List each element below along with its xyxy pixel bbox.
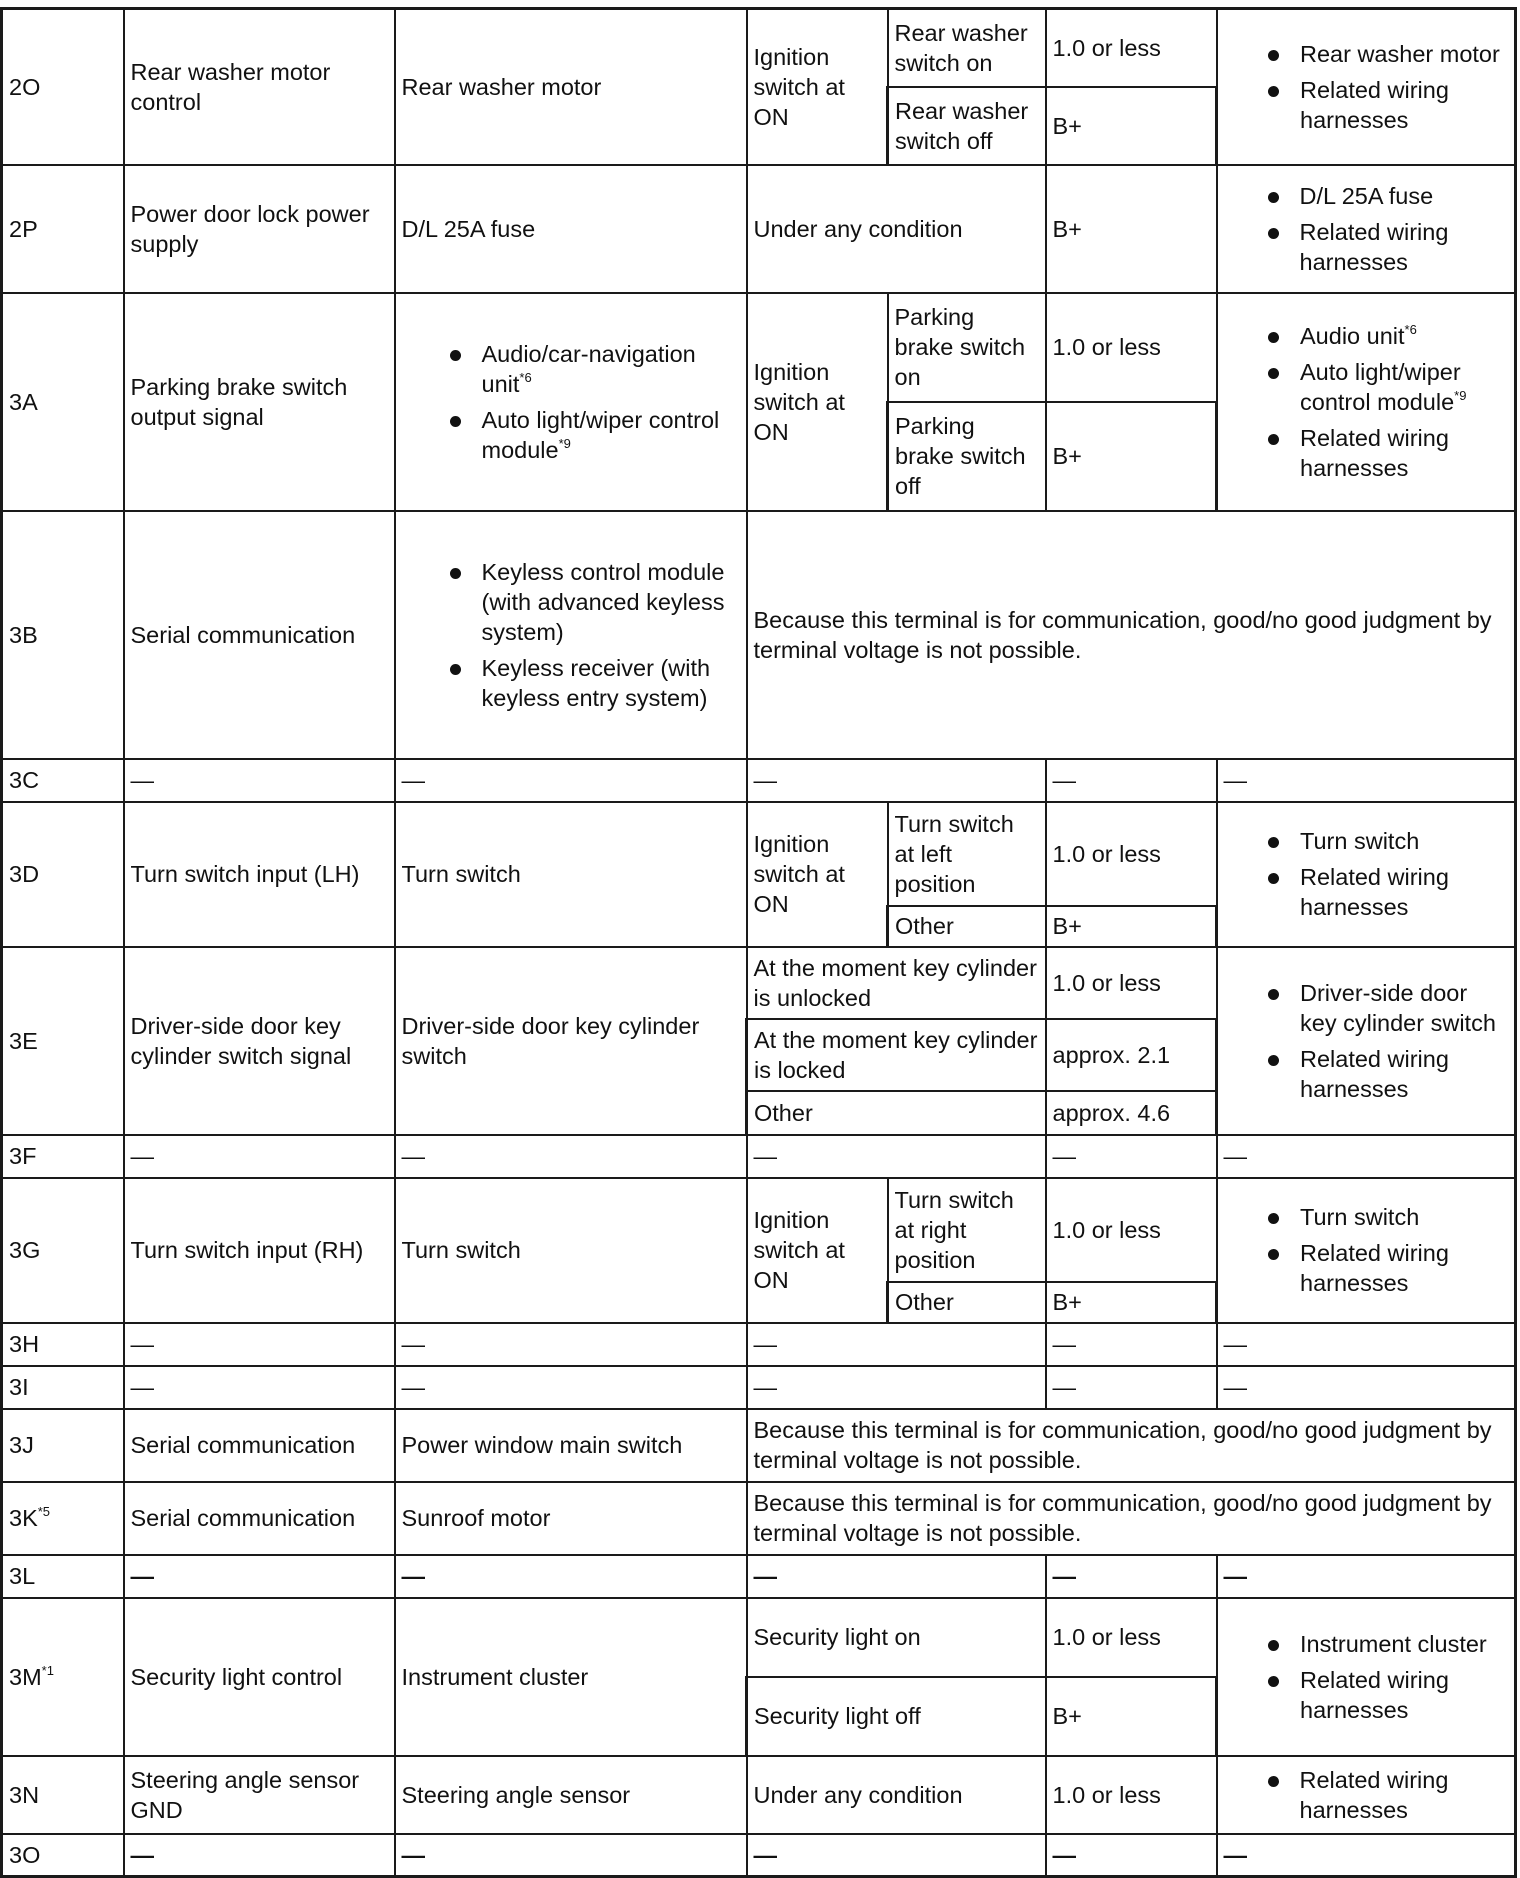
signal-cell: Serial communication [124,511,395,759]
reference-cell [1217,1178,1516,1323]
terminal-cell: 2P [2,165,124,293]
destination-cell: D/L 25A fuse [395,165,747,293]
table-row [2,165,1516,293]
voltage-cell: B+ [1046,906,1217,947]
reference-item: Instrument cluster [1224,1629,1508,1659]
destination-cell: Power window main switch [395,1409,747,1482]
reference-item: Turn switch [1224,1202,1508,1232]
dash-cell: — [1046,1834,1217,1877]
terminal-cell: 3B [2,511,124,759]
condition-cell: Under any condition [747,1756,1046,1834]
signal-cell: Turn switch input (LH) [124,802,395,947]
condition-cell: Security light on [747,1598,1046,1677]
destination-cell [395,293,747,511]
dash-cell: — [1046,1366,1217,1409]
condition-cell: Ignition switch at ON [747,1178,888,1323]
voltage-cell: 1.0 or less [1046,802,1217,906]
footnote-mark: *6 [1404,321,1417,337]
condition-cell: Ignition switch at ON [747,9,888,165]
sub-condition-cell: Other [888,1282,1046,1323]
destination-item: Auto light/wiper control module$^{*9}$ [402,405,740,465]
dash-cell: — [1217,1555,1516,1598]
table-row [2,293,1516,402]
dash-cell: — [1217,1366,1516,1409]
terminal-cell: 3H [2,1323,124,1366]
dash-cell: — [747,1366,1046,1409]
destination-cell: Instrument cluster [395,1598,747,1756]
dash-cell: — [1217,759,1516,802]
dash-cell: — [395,1135,747,1178]
reference-item: Related wiring harnesses [1224,1765,1509,1825]
reference-item: Related wiring harnesses [1224,217,1509,277]
destination-cell: Steering angle sensor [395,1756,747,1834]
destination-cell: Turn switch [395,802,747,947]
signal-cell: Driver-side door key cylinder switch signal [124,947,395,1135]
voltage-cell: 1.0 or less [1046,1178,1217,1282]
reference-item: Rear washer motor [1224,39,1508,69]
dash-cell: — [1217,1323,1516,1366]
voltage-cell: 1.0 or less [1046,9,1217,87]
voltage-cell: B+ [1046,87,1217,165]
table-row [2,1323,1516,1366]
condition-cell: Security light off [747,1677,1046,1756]
footnote-mark: *1 [41,1662,54,1678]
dash-cell: — [395,1555,747,1598]
table-row [2,1598,1516,1677]
table-row [2,1409,1516,1482]
terminal-cell: 3E [2,947,124,1135]
dash-cell: — [124,1135,395,1178]
reference-item: Related wiring harnesses [1224,1044,1508,1104]
table-row [2,511,1516,759]
terminal-cell: 3A [2,293,124,511]
voltage-cell: 1.0 or less [1046,947,1217,1019]
table-row [2,802,1516,906]
terminal-cell: $3M^{*1}$ [2,1598,124,1756]
sub-condition-cell: Other [888,906,1046,947]
terminal-cell: 3L [2,1555,124,1598]
reference-cell [1217,1756,1516,1834]
destination-item: Keyless receiver (with keyless entry system) [402,653,740,713]
footnote-mark: *5 [37,1504,51,1519]
table-row [2,947,1516,1019]
destination-cell: Rear washer motor [395,9,747,165]
sub-condition-cell: Parking brake switch on [888,293,1046,402]
signal-cell: Parking brake switch output signal [124,293,395,511]
dash-cell: — [747,1555,1046,1598]
table-row [2,9,1516,87]
condition-cell: At the moment key cylinder is unlocked [747,947,1046,1019]
table-row [2,1178,1516,1282]
terminal-cell: 3J [2,1409,124,1482]
dash-cell: — [395,1366,747,1409]
voltage-cell: B+ [1046,1282,1217,1323]
sub-condition-cell: Turn switch at left position [888,802,1046,906]
dash-cell: — [1217,1135,1516,1178]
note-cell: Because this terminal is for communication, good/no good judgment by terminal voltage is not possible. [747,1482,1516,1555]
voltage-cell: approx. 2.1 [1046,1019,1217,1091]
dash-cell: — [747,759,1046,802]
reference-item: Turn switch [1224,826,1508,856]
destination-cell [395,511,747,759]
voltage-cell: B+ [1046,1677,1217,1756]
dash-cell: — [124,1834,395,1877]
condition-cell: Other [747,1091,1046,1135]
voltage-cell: 1.0 or less [1046,293,1217,402]
table-row [2,1482,1516,1555]
table-row [2,1756,1516,1834]
voltage-cell: 1.0 or less [1046,1598,1217,1677]
table-row [2,759,1516,802]
sub-condition-cell: Rear washer switch off [888,87,1046,165]
destination-item: Audio/car-navigation unit$^{*6}$ [402,339,740,399]
voltage-cell: approx. 4.6 [1046,1091,1217,1135]
dash-cell: — [124,759,395,802]
terminal-cell: $3K^{*5}$ [2,1482,124,1555]
destination-cell: Driver-side door key cylinder switch [395,947,747,1135]
reference-item: D/L 25A fuse [1224,181,1509,211]
footnote-mark: *9 [558,435,571,451]
dash-cell: — [747,1135,1046,1178]
signal-cell: Rear washer motor control [124,9,395,165]
dash-cell: — [1046,1555,1217,1598]
footnote-mark: *6 [519,369,532,385]
signal-cell: Turn switch input (RH) [124,1178,395,1323]
table-row [2,1135,1516,1178]
terminal-inspection-table [0,7,1517,1878]
dash-cell: — [1046,759,1217,802]
table-row [2,1366,1516,1409]
condition-cell: Under any condition [747,165,1046,293]
destination-item: Keyless control module (with advanced keyless system) [402,557,740,647]
terminal-cell: 3F [2,1135,124,1178]
dash-cell: — [747,1834,1046,1877]
footnote-mark: *9 [1454,387,1467,403]
voltage-cell: B+ [1046,402,1217,511]
reference-cell [1217,165,1516,293]
condition-cell: Ignition switch at ON [747,293,888,511]
terminal-cell: 3N [2,1756,124,1834]
dash-cell: — [747,1323,1046,1366]
terminal-cell: 3O [2,1834,124,1877]
table-row [2,1555,1516,1598]
signal-cell: Power door lock power supply [124,165,395,293]
reference-item: Related wiring harnesses [1224,1238,1508,1298]
terminal-cell: 3D [2,802,124,947]
reference-item: Driver-side door key cylinder switch [1224,978,1508,1038]
note-cell: Because this terminal is for communication, good/no good judgment by terminal voltage is not possible. [747,1409,1516,1482]
dash-cell: — [124,1555,395,1598]
signal-cell: Serial communication [124,1482,395,1555]
sub-condition-cell: Rear washer switch on [888,9,1046,87]
condition-cell: Ignition switch at ON [747,802,888,947]
terminal-cell: 3G [2,1178,124,1323]
dash-cell: — [1046,1135,1217,1178]
dash-cell: — [395,1834,747,1877]
reference-cell [1217,9,1516,165]
terminal-cell: 3C [2,759,124,802]
signal-cell: Security light control [124,1598,395,1756]
dash-cell: — [395,759,747,802]
sub-condition-cell: Turn switch at right position [888,1178,1046,1282]
voltage-cell: 1.0 or less [1046,1756,1217,1834]
reference-item: Related wiring harnesses [1224,862,1508,922]
signal-cell: Serial communication [124,1409,395,1482]
reference-item: Related wiring harnesses [1224,75,1508,135]
dash-cell: — [124,1366,395,1409]
dash-cell: — [1046,1323,1217,1366]
reference-item: Related wiring harnesses [1224,423,1508,483]
table-row [2,1834,1516,1877]
terminal-cell: 3I [2,1366,124,1409]
sub-condition-cell: Parking brake switch off [888,402,1046,511]
voltage-cell: B+ [1046,165,1217,293]
dash-cell: — [395,1323,747,1366]
reference-item: Auto light/wiper control module$^{*9}$ [1224,357,1508,417]
reference-item: Related wiring harnesses [1224,1665,1508,1725]
dash-cell: — [124,1323,395,1366]
note-cell: Because this terminal is for communication, good/no good judgment by terminal voltage is not possible. [747,511,1516,759]
condition-cell: At the moment key cylinder is locked [747,1019,1046,1091]
destination-cell: Turn switch [395,1178,747,1323]
reference-item: Audio unit$^{*6}$ [1224,321,1508,351]
dash-cell: — [1217,1834,1516,1877]
terminal-cell: 2O [2,9,124,165]
reference-cell [1217,802,1516,947]
reference-cell [1217,293,1516,511]
reference-cell [1217,1598,1516,1756]
signal-cell: Steering angle sensor GND [124,1756,395,1834]
destination-cell: Sunroof motor [395,1482,747,1555]
reference-cell [1217,947,1516,1135]
